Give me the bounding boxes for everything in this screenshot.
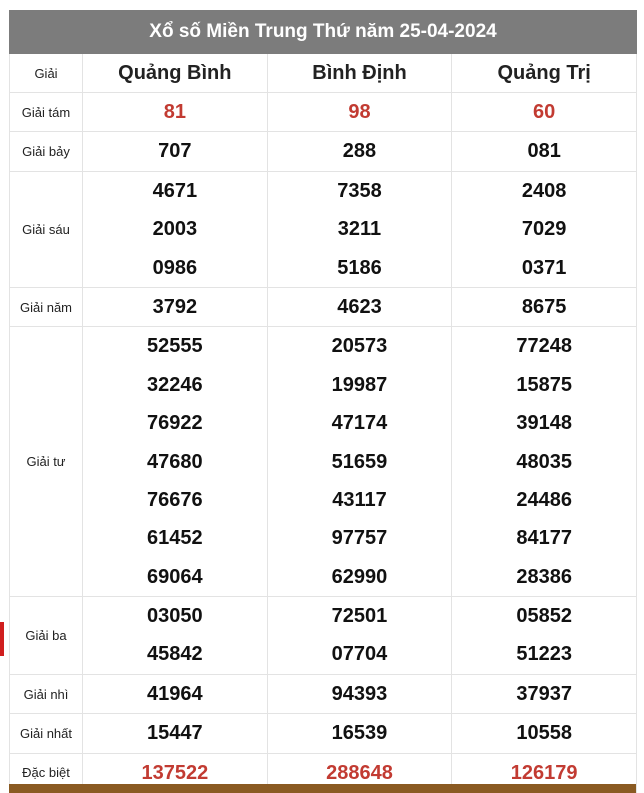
- prize-number: 43117: [332, 488, 387, 511]
- prize-label: Đặc biệt: [10, 753, 83, 792]
- prize-number: 98: [348, 101, 371, 123]
- prize-number: 52555: [147, 335, 203, 358]
- prize-number: 20573: [331, 335, 388, 358]
- prize-label: Giải nhì: [10, 674, 83, 713]
- prize-number: 0986: [152, 256, 198, 279]
- prize-number: 03050: [147, 605, 203, 628]
- prize-number: 76676: [147, 488, 203, 511]
- prize-cell: [267, 597, 452, 675]
- prize-cell: [452, 327, 637, 597]
- prize-label: Giải tư: [10, 327, 83, 597]
- prize-label: Giải ba: [10, 597, 83, 675]
- prize-number: 19987: [331, 373, 388, 396]
- prize-cell: [83, 287, 268, 326]
- prize-number: 3792: [152, 295, 198, 318]
- prize-cell: [83, 171, 268, 287]
- prize-number: 15447: [147, 722, 203, 745]
- prize-number: 16539: [331, 722, 388, 745]
- prize-number: 7029: [521, 218, 567, 241]
- prize-number: 7358: [337, 179, 382, 202]
- prize-number: 51223: [516, 643, 572, 666]
- prize-number: 0371: [521, 256, 567, 279]
- prize-number: 94393: [331, 682, 388, 705]
- prize-number: 72501: [331, 605, 388, 628]
- side-marker: [0, 622, 4, 656]
- prize-number: 4623: [337, 295, 382, 318]
- prize-number: 288648: [326, 761, 393, 784]
- prize-number: 28386: [516, 565, 572, 588]
- prize-cell: [267, 674, 452, 713]
- title-row: [10, 11, 637, 54]
- prize-number: 07704: [331, 643, 388, 666]
- prize-number: 69064: [147, 565, 203, 588]
- prize-row: [10, 171, 637, 287]
- prize-number: 32246: [147, 373, 203, 396]
- prize-number: 81: [163, 101, 186, 123]
- prize-cell: [267, 132, 452, 171]
- prize-row: [10, 93, 637, 132]
- prize-number: 61452: [147, 527, 203, 550]
- prize-number: 3211: [337, 218, 382, 241]
- prize-cell: [452, 597, 637, 675]
- prize-label: Giải bảy: [10, 132, 83, 171]
- prize-number: 97757: [331, 527, 388, 550]
- prize-number: 60: [533, 101, 556, 123]
- prize-cell: [267, 287, 452, 326]
- prize-cell: [83, 597, 268, 675]
- prize-cell: [83, 327, 268, 597]
- prize-number: 84177: [516, 527, 572, 550]
- prize-label: Giải sáu: [10, 171, 83, 287]
- prize-label: Giải năm: [10, 287, 83, 326]
- prize-number: 081: [527, 140, 561, 163]
- prize-number: 15875: [516, 373, 572, 396]
- prize-number: 707: [158, 140, 192, 163]
- prize-number: 76922: [147, 412, 203, 435]
- prize-cell: [267, 714, 452, 753]
- prize-number: 47680: [147, 450, 203, 473]
- prize-row: [10, 714, 637, 753]
- prize-row: [10, 132, 637, 171]
- bottom-bar: [9, 784, 636, 793]
- prize-row: [10, 327, 637, 597]
- prize-number: 41964: [147, 682, 203, 705]
- prize-number: 2408: [521, 179, 567, 202]
- prize-number: 2003: [152, 218, 198, 241]
- province-header-row: [10, 54, 637, 93]
- prize-number: 10558: [516, 722, 572, 745]
- prize-cell: [83, 132, 268, 171]
- prize-number: 48035: [516, 450, 572, 473]
- prize-label: Giải nhất: [10, 714, 83, 753]
- prize-cell: [452, 714, 637, 753]
- prize-cell: [452, 132, 637, 171]
- prize-row: [10, 674, 637, 713]
- province-header: Quảng Bình: [83, 54, 268, 93]
- prize-cell: [83, 674, 268, 713]
- prize-number: 62990: [331, 565, 388, 588]
- prize-number: 126179: [510, 761, 578, 784]
- prize-number: 8675: [521, 295, 567, 318]
- prize-number: 4671: [152, 179, 198, 202]
- prize-number: 47174: [331, 412, 388, 435]
- prize-number: 51659: [331, 450, 388, 473]
- prize-number: 24486: [516, 488, 572, 511]
- prize-cell: [83, 93, 268, 132]
- prize-cell: [267, 171, 452, 287]
- prize-number: 137522: [141, 761, 209, 784]
- prize-number: 39148: [516, 412, 572, 435]
- prize-number: 77248: [516, 335, 572, 358]
- prize-cell: [452, 674, 637, 713]
- prize-row: [10, 287, 637, 326]
- prize-number: 37937: [516, 682, 572, 705]
- prize-number: 05852: [516, 605, 572, 628]
- prize-number: 288: [342, 140, 377, 163]
- results-table-container: [9, 10, 636, 793]
- prize-number: 5186: [337, 256, 382, 279]
- table-title: Xổ số Miền Trung Thứ năm 25-04-2024: [10, 11, 637, 54]
- province-header: Quảng Trị: [452, 54, 637, 93]
- prize-column-header: Giải: [10, 54, 83, 93]
- prize-cell: [267, 93, 452, 132]
- lottery-results-table: [9, 10, 637, 793]
- prize-cell: [267, 327, 452, 597]
- prize-cell: [83, 714, 268, 753]
- results-body: [10, 54, 637, 793]
- prize-cell: [452, 287, 637, 326]
- prize-label: Giải tám: [10, 93, 83, 132]
- province-header: Bình Định: [267, 54, 452, 93]
- prize-cell: [452, 171, 637, 287]
- prize-row: [10, 597, 637, 675]
- prize-number: 45842: [147, 643, 203, 666]
- prize-cell: [452, 93, 637, 132]
